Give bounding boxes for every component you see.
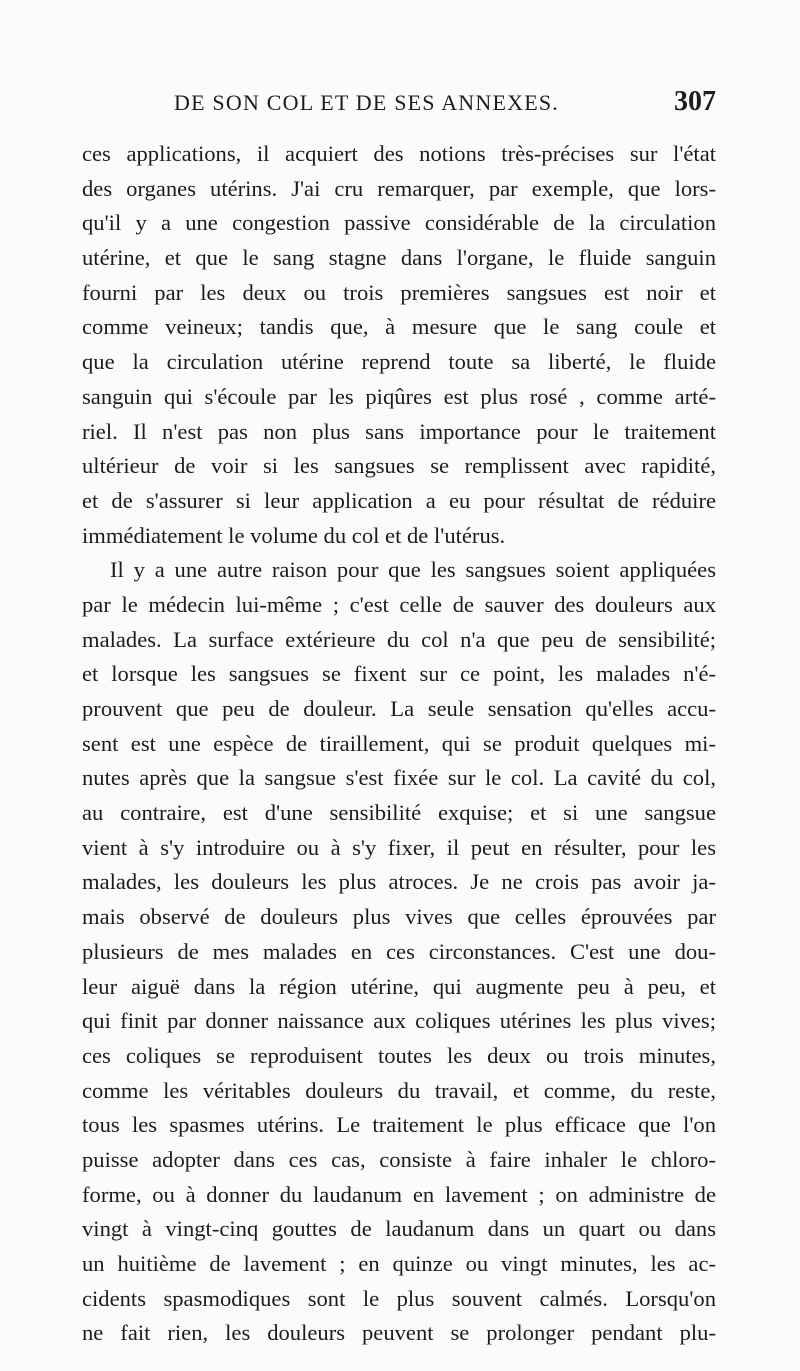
- text-line: vient à s'y introduire ou à s'y fixer, il peut en résulter, pour les: [82, 834, 716, 860]
- text-line: mais observé de douleurs plus vives que celles éprouvées par: [82, 904, 716, 930]
- text-line: ultérieur de voir si les sangsues se remplissent avec rapidité,: [82, 453, 716, 479]
- text-line: riel. Il n'est pas non plus sans importance pour le traitement: [82, 418, 716, 444]
- text-line: fourni par les deux ou trois premières sangsues est noir et: [82, 279, 716, 305]
- text-line: puisse adopter dans ces cas, consiste à faire inhaler le chloro-: [82, 1146, 716, 1172]
- text-line: comme les véritables douleurs du travail, et comme, du reste,: [82, 1077, 716, 1103]
- text-line: forme, ou à donner du laudanum en lavement ; on administre de: [82, 1181, 716, 1207]
- text-line: malades. La surface extérieure du col n'a que peu de sensibilité;: [82, 626, 716, 652]
- text-line: et lorsque les sangsues se fixent sur ce point, les malades n'é-: [82, 661, 716, 687]
- text-line: utérine, et que le sang stagne dans l'organe, le fluide sanguin: [82, 245, 716, 271]
- text-line: qui finit par donner naissance aux coliques utérines les plus vives;: [82, 1008, 716, 1034]
- text-line: plusieurs de mes malades en ces circonstances. C'est une dou-: [82, 938, 716, 964]
- text-line: un huitième de lavement ; en quinze ou vingt minutes, les ac-: [82, 1251, 716, 1276]
- text-line: qu'il y a une congestion passive considérable de la circulation: [82, 210, 716, 236]
- text-line: prouvent que peu de douleur. La seule sensation qu'elles accu-: [82, 696, 716, 721]
- text-line: sent est une espèce de tiraillement, qui se produit quelques mi-: [82, 730, 716, 756]
- text-line: malades, les douleurs les plus atroces. Je ne crois pas avoir ja-: [82, 869, 716, 895]
- page-number: 307: [674, 86, 716, 117]
- text-line: leur aiguë dans la région utérine, qui augmente peu à peu, et: [82, 973, 716, 999]
- text-line: ces coliques se reproduisent toutes les deux ou trois minutes,: [82, 1042, 716, 1068]
- text-line: nutes après que la sangsue s'est fixée sur le col. La cavité du col,: [82, 765, 716, 791]
- text-line: cidents spasmodiques sont le plus souvent calmés. Lorsqu'on: [82, 1285, 716, 1311]
- running-head: DE SON COL ET DE SES ANNEXES.: [174, 90, 559, 115]
- text-line: sanguin qui s'écoule par les piqûres est plus rosé , comme arté-: [82, 383, 716, 409]
- text-line: par le médecin lui-même ; c'est celle de sauver des douleurs aux: [82, 591, 716, 617]
- text-line: tous les spasmes utérins. Le traitement le plus efficace que l'on: [82, 1112, 716, 1138]
- text-line: et de s'assurer si leur application a eu pour résultat de réduire: [82, 487, 716, 513]
- page-header: [82, 86, 716, 126]
- body-text: [82, 137, 716, 1351]
- text-line: au contraire, est d'une sensibilité exquise; et si une sangsue: [82, 800, 716, 826]
- text-line: ces applications, il acquiert des notions très-précises sur l'état: [82, 141, 716, 166]
- paragraph-first-line: Il y a une autre raison pour que les sangsues soient appliquées: [110, 557, 716, 583]
- text-line: ne fait rien, les douleurs peuvent se prolonger pendant plu-: [82, 1320, 716, 1346]
- text-line: vingt à vingt-cinq gouttes de laudanum dans un quart ou dans: [82, 1216, 716, 1242]
- text-line: que la circulation utérine reprend toute sa liberté, le fluide: [82, 349, 716, 375]
- paragraph-last-line: immédiatement le volume du col et de l'utérus.: [82, 522, 506, 548]
- text-line: comme veineux; tandis que, à mesure que le sang coule et: [82, 314, 716, 340]
- text-line: des organes utérins. J'ai cru remarquer, par exemple, que lors-: [82, 175, 716, 201]
